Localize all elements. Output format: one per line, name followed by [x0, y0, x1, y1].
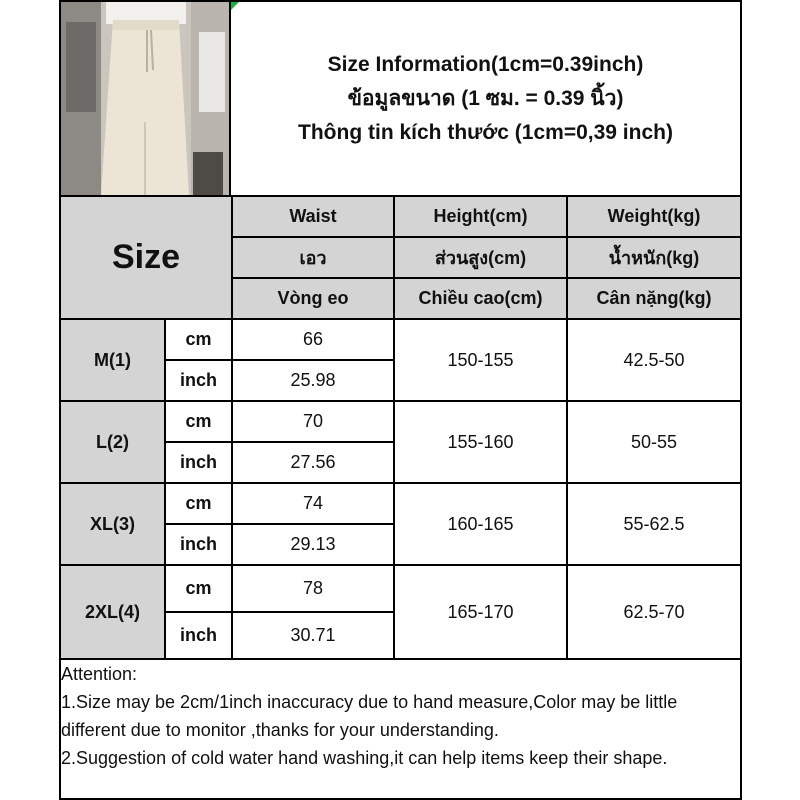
waist-header-th: เอว — [232, 237, 394, 278]
weight-value: 42.5-50 — [567, 319, 741, 401]
unit-cm: cm — [165, 483, 232, 524]
weight-header-vi: Cân nặng(kg) — [567, 278, 741, 319]
unit-cm: cm — [165, 401, 232, 442]
header-line-english: Size Information(1cm=0.39inch) — [327, 52, 644, 76]
waist-inch-value: 30.71 — [232, 612, 394, 659]
height-value: 150-155 — [394, 319, 567, 401]
height-value: 155-160 — [394, 401, 567, 483]
size-header: Size — [60, 196, 232, 319]
height-header-vi: Chiều cao(cm) — [394, 278, 567, 319]
size-table — [59, 195, 742, 660]
height-header-th: ส่วนสูง(cm) — [394, 237, 567, 278]
waist-inch-value: 29.13 — [232, 524, 394, 565]
height-value: 160-165 — [394, 483, 567, 565]
size-info-header — [231, 2, 740, 195]
waist-cm-value: 78 — [232, 565, 394, 612]
size-cell: 2XL(4) — [60, 565, 165, 659]
product-photo — [61, 2, 231, 195]
unit-cm: cm — [165, 319, 232, 360]
header-line-vietnamese: Thông tin kích thước (1cm=0,39 inch) — [298, 120, 673, 144]
height-header-en: Height(cm) — [394, 196, 567, 237]
weight-header-en: Weight(kg) — [567, 196, 741, 237]
waist-cm-value: 74 — [232, 483, 394, 524]
unit-inch: inch — [165, 442, 232, 483]
size-cell: L(2) — [60, 401, 165, 483]
attention-item-2: 2.Suggestion of cold water hand washing,it can help items keep their shape. — [61, 748, 668, 768]
waist-inch-value: 25.98 — [232, 360, 394, 401]
waist-cm-value: 70 — [232, 401, 394, 442]
size-cell: M(1) — [60, 319, 165, 401]
waist-cm-value: 66 — [232, 319, 394, 360]
weight-value: 62.5-70 — [567, 565, 741, 659]
waist-header-vi: Vòng eo — [232, 278, 394, 319]
unit-inch: inch — [165, 360, 232, 401]
unit-cm: cm — [165, 565, 232, 612]
waist-header-en: Waist — [232, 196, 394, 237]
size-cell: XL(3) — [60, 483, 165, 565]
weight-value: 55-62.5 — [567, 483, 741, 565]
header-line-thai: ข้อมูลขนาด (1 ซม. = 0.39 นิ้ว) — [347, 86, 624, 110]
attention-title: Attention: — [61, 664, 138, 684]
attention-notes — [61, 660, 740, 772]
weight-value: 50-55 — [567, 401, 741, 483]
waist-inch-value: 27.56 — [232, 442, 394, 483]
attention-item-1: 1.Size may be 2cm/1inch inaccuracy due to hand measure,Color may be little different due to monitor ,thanks for your understanding. — [61, 692, 678, 740]
unit-inch: inch — [165, 612, 232, 659]
height-value: 165-170 — [394, 565, 567, 659]
weight-header-th: น้ำหนัก(kg) — [567, 237, 741, 278]
skirt-photo-illustration — [61, 2, 231, 195]
unit-inch: inch — [165, 524, 232, 565]
